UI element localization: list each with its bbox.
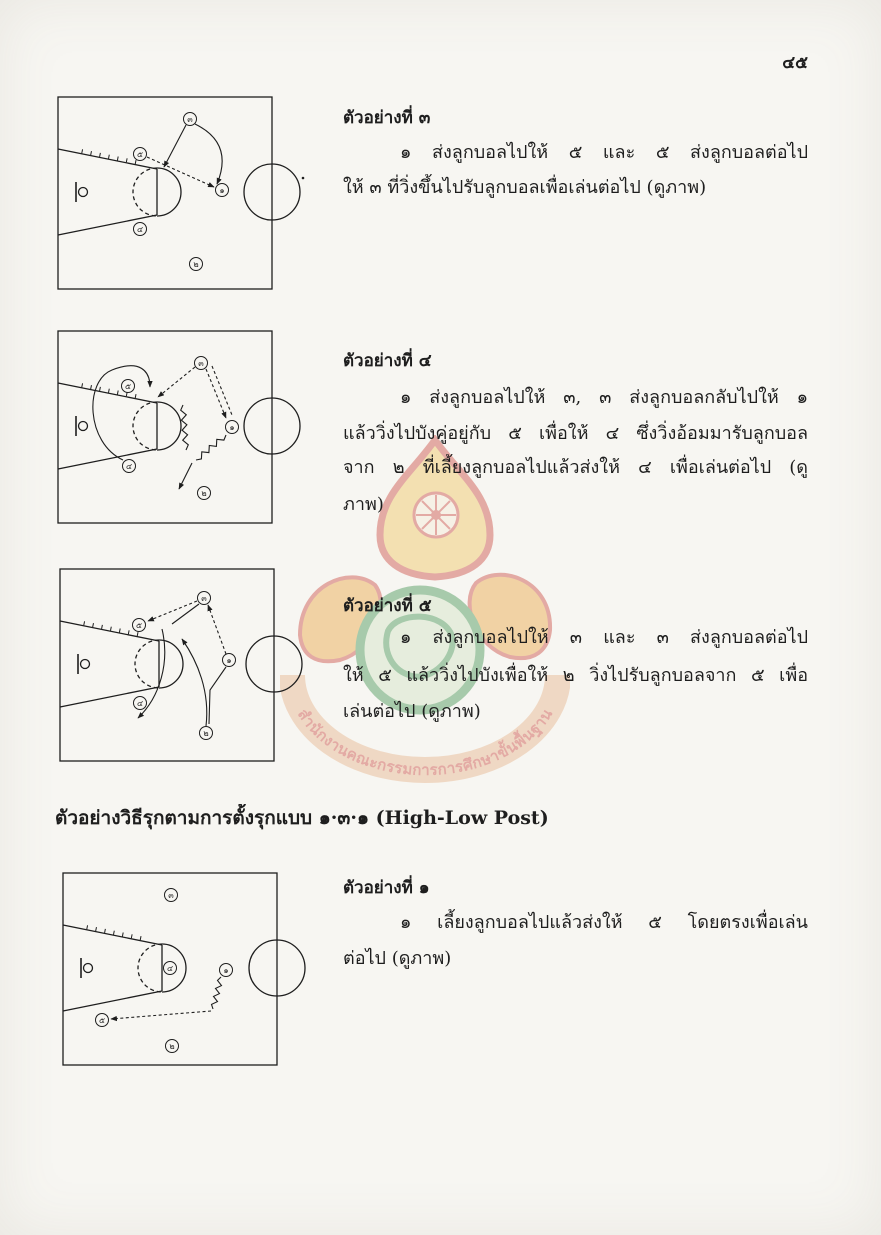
paragraph-line: ๑ ส่งลูกบอลไปให้ ๓, ๓ ส่งลูกบอลกลับไปให้ ๑ xyxy=(400,387,808,408)
player-number: ๒ xyxy=(169,1042,175,1051)
pass-path xyxy=(208,605,226,654)
player-marker xyxy=(198,487,211,500)
player-marker xyxy=(220,964,233,977)
court-boundary xyxy=(58,97,272,289)
court-boundary xyxy=(60,569,274,761)
lane-hash-mark xyxy=(113,931,114,935)
player-marker xyxy=(198,592,211,605)
free-throw-circle-outer xyxy=(157,402,181,450)
cut-path xyxy=(164,125,186,167)
paragraph-line: ๑ เลี้ยงลูกบอลไปแล้วส่งให้ ๕ โดยตรงเพื่อเล่น xyxy=(400,912,808,933)
paragraph-line: เล่นต่อไป (ดูภาพ) xyxy=(343,701,481,722)
lane-hash-mark xyxy=(93,623,94,627)
court-lines xyxy=(58,97,300,289)
cut-path xyxy=(182,639,207,726)
player-marker xyxy=(165,889,178,902)
player-marker xyxy=(195,357,208,370)
lane-hash-mark xyxy=(105,929,106,933)
paragraph-line: ๑ ส่งลูกบอลไปให้ ๕ และ ๕ ส่งลูกบอลต่อไป xyxy=(400,142,808,163)
free-throw-circle-inner xyxy=(133,168,157,216)
lane-hash-mark xyxy=(135,160,136,164)
player-number: ๑ xyxy=(229,423,235,432)
lane-hash-mark xyxy=(84,621,85,625)
player-number: ๕ xyxy=(135,621,143,630)
free-throw-circle-outer xyxy=(157,168,181,216)
pass-path xyxy=(111,1011,211,1019)
play-movements xyxy=(135,601,226,726)
lane-hash-mark xyxy=(87,925,88,929)
court-diagram-example-3 xyxy=(56,95,318,293)
player-number: ๒ xyxy=(201,489,207,498)
free-throw-circle-inner xyxy=(135,640,159,688)
lane-hash-mark xyxy=(126,158,127,162)
player-marker xyxy=(223,654,236,667)
watermark-text: สำนักงานคณะกรรมการการศึกษาขั้นพื้นฐาน xyxy=(293,705,557,780)
player-number: ๑ xyxy=(223,966,229,975)
lane-hash-mark xyxy=(96,927,97,931)
player-marker xyxy=(216,184,229,197)
player-number: ๒ xyxy=(193,260,199,269)
player-marker xyxy=(164,962,177,975)
paragraph-line: แล้ววิ่งไปบังคู่อยู่กับ ๕ เพื่อให้ ๔ ซึ่งวิ่งอ้อมมารับลูกบอล xyxy=(343,423,808,444)
player-number: ๕ xyxy=(98,1016,106,1025)
lane-hash-mark xyxy=(140,936,141,940)
lane-hash-mark xyxy=(119,629,120,633)
lane-hash-mark xyxy=(108,155,109,159)
player-number: ๓ xyxy=(198,359,204,368)
player-number: ๕ xyxy=(136,150,144,159)
lane-line-top xyxy=(58,383,157,403)
player-marker xyxy=(134,223,147,236)
lane-hash-mark xyxy=(91,385,92,389)
lane-hash-mark xyxy=(91,151,92,155)
dribble-path xyxy=(181,405,189,450)
paragraph-line: ๑ ส่งลูกบอลไปให้ ๓ และ ๓ ส่งลูกบอลต่อไป xyxy=(400,627,808,648)
lane-hash-mark xyxy=(110,627,111,631)
player-marker xyxy=(134,697,147,710)
player-number: ๔ xyxy=(136,699,144,708)
player-marker xyxy=(123,460,136,473)
player-marker xyxy=(226,421,239,434)
pass-path xyxy=(158,367,195,397)
court-lines xyxy=(60,569,302,761)
player-marker xyxy=(184,113,197,126)
paragraph-line: ต่อไป (ดูภาพ) xyxy=(343,948,452,969)
lane-hash-mark xyxy=(82,383,83,387)
lane-hash-mark xyxy=(102,625,103,629)
free-throw-circle-outer xyxy=(159,640,183,688)
page-number: ๔๕ xyxy=(782,53,808,73)
free-throw-circle-inner xyxy=(133,402,157,450)
basket-rim-icon xyxy=(81,660,90,669)
example-heading: ตัวอย่างที่ ๔ xyxy=(343,351,432,371)
cut-path xyxy=(209,667,226,724)
basket-rim-icon xyxy=(79,422,88,431)
example-heading: ตัวอย่างที่ ๓ xyxy=(343,108,431,128)
lane-hash-mark xyxy=(122,933,123,937)
basket-rim-icon xyxy=(84,964,93,973)
player-marker xyxy=(200,727,213,740)
player-number: ๔ xyxy=(125,462,133,471)
lane-hash-mark xyxy=(137,632,138,636)
lane-hash-mark xyxy=(117,391,118,395)
player-number: ๕ xyxy=(124,382,132,391)
player-number: ๔ xyxy=(166,964,174,973)
example-heading: ตัวอย่างที่ ๕ xyxy=(343,596,432,616)
court-diagram-example-5 xyxy=(58,567,320,765)
lane-hash-mark xyxy=(135,394,136,398)
paragraph-line: ให้ ๕ แล้ววิ่งไปบังเพื่อให้ ๒ วิ่งไปรับลูกบอลจาก ๕ เพื่อ xyxy=(343,665,808,686)
play-movements xyxy=(147,124,222,187)
lane-hash-mark xyxy=(128,630,129,634)
player-number: ๑ xyxy=(219,186,225,195)
ink-dot xyxy=(302,177,305,180)
court-diagram-example-4 xyxy=(56,329,318,527)
court-diagram-high-low-example-1 xyxy=(61,871,323,1069)
court-lines xyxy=(63,873,305,1065)
player-marker xyxy=(133,619,146,632)
example-heading: ตัวอย่างที่ ๑ xyxy=(343,878,430,898)
court-boundary xyxy=(58,331,272,523)
cut-path xyxy=(179,463,192,489)
player-number: ๑ xyxy=(226,656,232,665)
cut-path xyxy=(195,124,222,184)
player-number: ๓ xyxy=(187,115,193,124)
dribble-path xyxy=(212,977,222,1009)
player-marker xyxy=(122,380,135,393)
free-throw-circle-inner xyxy=(138,944,162,992)
lane-hash-mark xyxy=(100,387,101,391)
lane-line-bottom xyxy=(63,991,162,1011)
player-number: ๒ xyxy=(203,729,209,738)
player-number: ๓ xyxy=(168,891,174,900)
play-movements xyxy=(93,366,235,489)
lane-hash-mark xyxy=(108,389,109,393)
player-marker xyxy=(96,1014,109,1027)
paragraph-line: ให้ ๓ ที่วิ่งขึ้นไปรับลูกบอลเพื่อเล่นต่อไป (ดูภาพ) xyxy=(343,177,707,198)
player-number: ๓ xyxy=(201,594,207,603)
basket-rim-icon xyxy=(79,188,88,197)
lane-hash-mark xyxy=(100,153,101,157)
lane-hash-mark xyxy=(117,157,118,161)
player-number: ๔ xyxy=(136,225,144,234)
screen-path xyxy=(172,604,199,624)
lane-hash-mark xyxy=(131,934,132,938)
court-lines xyxy=(58,331,300,523)
lane-hash-mark xyxy=(82,149,83,153)
player-marker xyxy=(190,258,203,271)
cut-path xyxy=(93,366,150,460)
lane-line-top xyxy=(63,925,162,945)
dribble-path xyxy=(196,435,226,460)
player-marker xyxy=(134,148,147,161)
player-marker xyxy=(166,1040,179,1053)
section-heading: ตัวอย่างวิธีรุกตามการตั้งรุกแบบ ๑·๓·๑ (High-Low Post) xyxy=(55,807,549,829)
paragraph-line: จาก ๒ ที่เลี้ยงลูกบอลไปแล้วส่งให้ ๔ เพื่อเล่นต่อไป (ดู xyxy=(343,457,808,478)
paragraph-line: ภาพ) xyxy=(343,494,384,515)
lane-line-bottom xyxy=(58,449,157,469)
